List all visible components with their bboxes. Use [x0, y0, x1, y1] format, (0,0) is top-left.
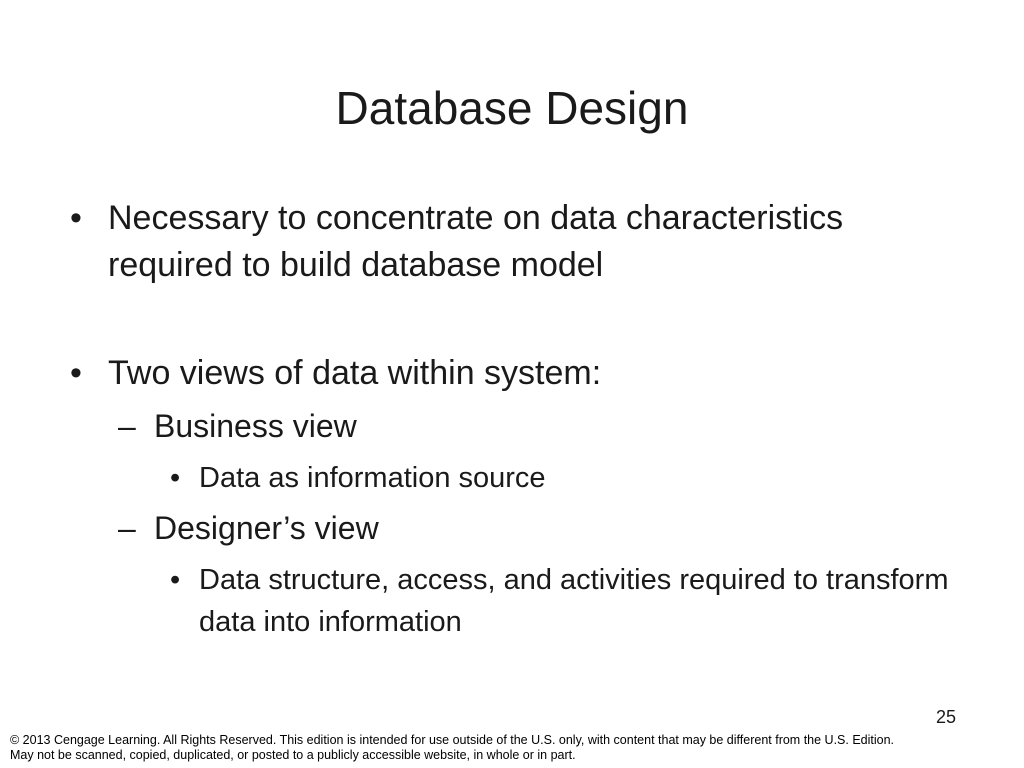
sub-bullet-text: Designer’s view [154, 510, 379, 546]
sub-bullet-item [118, 508, 918, 548]
copyright-line-1: © 2013 Cengage Learning. All Rights Reserved. This edition is intended for use outside of the U.S. only, with content that may be different from the U.S. Edition. [10, 733, 895, 747]
sub-bullet-item [118, 406, 918, 446]
bullet-text: Two views of data within system: [108, 354, 602, 392]
page-number: 25 [935, 707, 956, 727]
bullet-item [70, 350, 870, 397]
slide-title: Database Design [335, 82, 689, 134]
bullet-marker: • [70, 354, 82, 392]
bullet-text: Necessary to concentrate on data characteristics required to build database model [108, 199, 844, 284]
bullet-marker: • [70, 199, 82, 237]
copyright-notice [10, 733, 1020, 763]
sub-sub-bullet-item [170, 457, 960, 499]
sub-bullet-text: Business view [154, 408, 357, 444]
sub-bullet-marker: – [118, 510, 136, 546]
sub-sub-bullet-text: Data as information source [199, 462, 546, 494]
sub-bullet-marker: – [118, 408, 136, 444]
sub-sub-bullet-text: Data structure, access, and activities required to transform data into information [199, 564, 949, 638]
sub-sub-bullet-marker: • [170, 462, 181, 494]
sub-sub-bullet-marker: • [170, 564, 181, 596]
bullet-item [70, 195, 870, 289]
copyright-line-2: May not be scanned, copied, duplicated, or posted to a publicly accessible website, in whole or in part. [10, 748, 576, 762]
sub-sub-bullet-item [170, 559, 960, 643]
